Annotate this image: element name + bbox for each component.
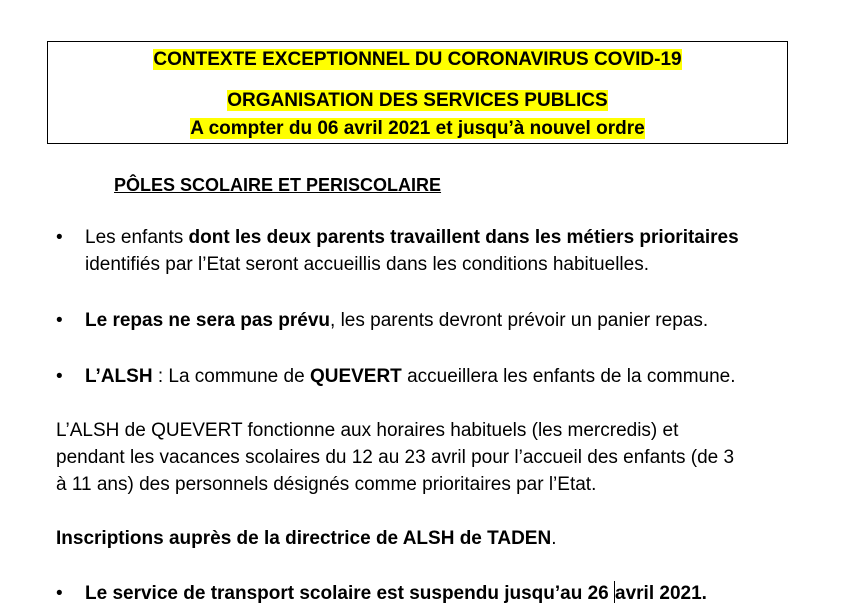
- header-line-1: [48, 49, 787, 71]
- header-line-2: [48, 90, 787, 112]
- header-line-3: [48, 118, 787, 140]
- bullet-icon: •: [56, 310, 63, 331]
- bullet-icon: •: [56, 227, 63, 248]
- bullet-text: L’ALSH : La commune de QUEVERT accueillera les enfants de la commune.: [85, 366, 736, 387]
- bullet-text: Le repas ne sera pas prévu, les parents devront prévoir un panier repas.: [85, 310, 709, 331]
- header-box: [47, 41, 788, 144]
- inscriptions-line: Inscriptions auprès de la directrice de ALSH de TADEN.: [56, 528, 557, 549]
- header-title: CONTEXTE EXCEPTIONNEL DU CORONAVIRUS COVID-19: [153, 49, 682, 70]
- bullet-text: Les enfants dont les deux parents travaillent dans les métiers prioritaires identifiés par l’Etat seront accueillis dans les conditions habituelles.: [85, 227, 739, 275]
- alsh-paragraph: L’ALSH de QUEVERT fonctionne aux horaires habituels (les mercredis) et pendant les vacances scolaires du 12 au 23 avril pour l’accueil des enfants (de 3 à 11 ans) des personnels désignés comme prioritaires par l’Etat.: [56, 420, 735, 495]
- bullet-icon: •: [56, 583, 63, 604]
- bullet-text: Le service de transport scolaire est suspendu jusqu’au 26 avril 2021.: [85, 583, 707, 604]
- header-subtitle: ORGANISATION DES SERVICES PUBLICS: [227, 90, 608, 111]
- bullet-icon: •: [56, 366, 63, 387]
- section-title: PÔLES SCOLAIRE ET PERISCOLAIRE: [114, 175, 442, 195]
- header-date: A compter du 06 avril 2021 et jusqu’à nouvel ordre: [190, 118, 645, 139]
